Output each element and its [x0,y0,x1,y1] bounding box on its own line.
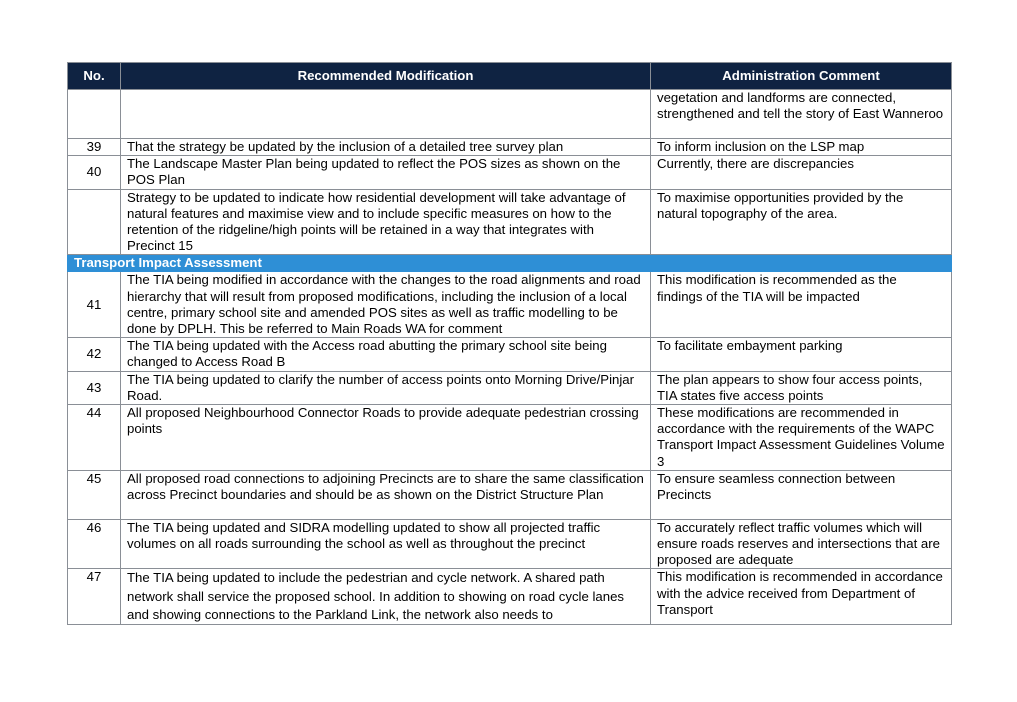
modifications-table [67,62,952,625]
row-modification: The TIA being updated to clarify the number of access points onto Morning Drive/Pinjar Road. [121,371,651,404]
table-row [68,90,952,139]
row-modification [121,90,651,139]
table-header-row [68,63,952,90]
row-modification: The TIA being modified in accordance with the changes to the road alignments and road hierarchy that will result from proposed modifications, including the inclusion of a local centre, primary school site and amended POS sites as well as traffic modelling to be done by DPLH. This be referred to Main Roads WA for comment [121,272,651,338]
row-modification: Strategy to be updated to indicate how residential development will take advantage of natural features and maximise view and to include specific measures on how to the retention of the ridgeline/high points will be retained in a way that integrates with Precinct 15 [121,189,651,255]
row-number: 39 [68,139,121,156]
row-comment: To maximise opportunities provided by the natural topography of the area. [651,189,952,255]
table-row [68,569,952,625]
row-modification: The TIA being updated and SIDRA modelling updated to show all projected traffic volumes on all roads surrounding the school as well as throughout the precinct [121,519,651,569]
row-number: 45 [68,470,121,519]
row-number: 46 [68,519,121,569]
row-comment: vegetation and landforms are connected, strengthened and tell the story of East Wanneroo [651,90,952,139]
row-number: 41 [68,272,121,338]
table-row [68,519,952,569]
row-comment: To inform inclusion on the LSP map [651,139,952,156]
row-comment: Currently, there are discrepancies [651,156,952,189]
row-comment: To facilitate embayment parking [651,338,952,371]
row-number: 47 [68,569,121,625]
table-row [68,405,952,471]
row-number: 42 [68,338,121,371]
row-comment: This modification is recommended in accordance with the advice received from Department of Transport [651,569,952,625]
row-modification: All proposed road connections to adjoining Precincts are to share the same classification across Precinct boundaries and should be as shown on the District Structure Plan [121,470,651,519]
row-comment: To accurately reflect traffic volumes which will ensure roads reserves and intersections that are proposed are adequate [651,519,952,569]
header-modification: Recommended Modification [121,63,651,90]
row-modification: The TIA being updated to include the pedestrian and cycle network. A shared path network shall service the proposed school. In addition to showing on road cycle lanes and showing connections to the Parkland Link, the network also needs to [121,569,651,625]
row-number: 44 [68,405,121,471]
row-modification: The TIA being updated with the Access road abutting the primary school site being changed to Access Road B [121,338,651,371]
table-row [68,371,952,404]
table-row [68,338,952,371]
row-modification: That the strategy be updated by the inclusion of a detailed tree survey plan [121,139,651,156]
section-title: Transport Impact Assessment [68,255,952,272]
row-modification: All proposed Neighbourhood Connector Roads to provide adequate pedestrian crossing points [121,405,651,471]
row-comment: These modifications are recommended in accordance with the requirements of the WAPC Transport Impact Assessment Guidelines Volume 3 [651,405,952,471]
row-modification: The Landscape Master Plan being updated to reflect the POS sizes as shown on the POS Plan [121,156,651,189]
table-row [68,139,952,156]
table-row [68,156,952,189]
row-number [68,189,121,255]
row-comment: This modification is recommended as the findings of the TIA will be impacted [651,272,952,338]
row-number [68,90,121,139]
table-row [68,470,952,519]
row-number: 43 [68,371,121,404]
table-row [68,272,952,338]
section-row-transport [68,255,952,272]
row-comment: To ensure seamless connection between Precincts [651,470,952,519]
row-comment: The plan appears to show four access points, TIA states five access points [651,371,952,404]
header-no: No. [68,63,121,90]
table-row [68,189,952,255]
row-number: 40 [68,156,121,189]
header-comment: Administration Comment [651,63,952,90]
